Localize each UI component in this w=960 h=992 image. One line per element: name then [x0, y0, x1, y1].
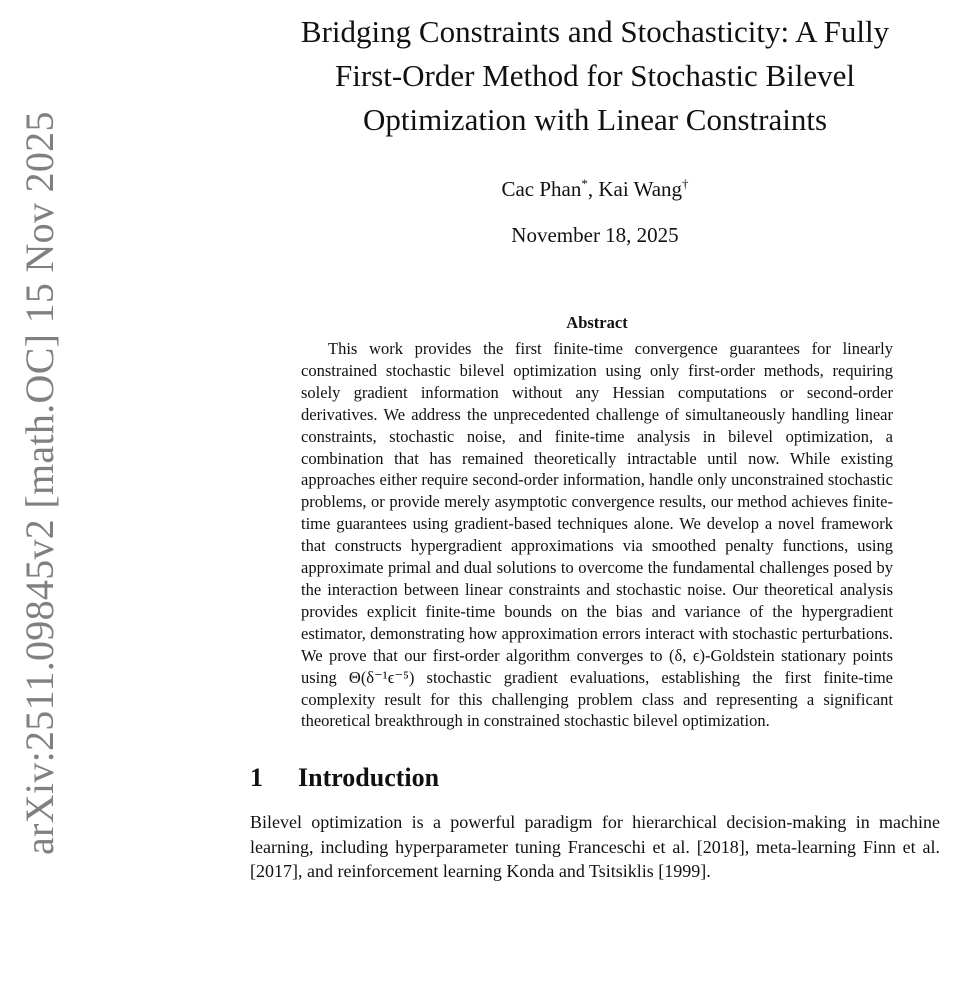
paper-title — [250, 10, 940, 142]
title-line: First-Order Method for Stochastic Bilevel — [334, 58, 855, 93]
paper-page — [250, 0, 940, 902]
author-separator: , — [587, 177, 599, 201]
author-footnote-mark[interactable]: † — [682, 176, 689, 191]
author-name: Kai Wang — [598, 177, 683, 201]
section-title: Introduction — [298, 763, 440, 793]
arxiv-identifier: arXiv:2511.09845v2 [math.OC] 15 Nov 2025 — [17, 111, 62, 855]
title-line: Optimization with Linear Constraints — [362, 102, 828, 137]
section-paragraph: Bilevel optimization is a powerful paradigm for hierarchical decision-making in machine learning, including hyperparameter tuning Franceschi et al. [2018], meta-learning Finn et al. [2017], and reinforcement learning Konda and Tsitsiklis [1999]. — [250, 812, 940, 882]
abstract-block — [301, 312, 893, 732]
section-number: 1 — [250, 763, 263, 793]
section-heading — [250, 762, 940, 794]
author-name: Cac Phan — [501, 177, 582, 201]
author-list — [250, 171, 940, 202]
abstract-heading: Abstract — [566, 313, 628, 332]
title-line: Bridging Constraints and Stochasticity: A Fully — [300, 14, 890, 49]
author-footnote-mark[interactable]: * — [581, 176, 588, 191]
abstract-text: This work provides the first finite-time convergence guarantees for linearly constrained stochastic bilevel optimization using only first-order methods, requiring solely gradient information without any Hessian computations or second-order derivatives. We address the unprecedented challenge of simultaneously handling linear constraints, stochastic noise, and finite-time analysis in bilevel optimization, a combination that has remained theoretically intractable until now. While existing approaches either require second-order information, handle only unconstrained stochastic problems, or provide merely asymptotic convergence results, our method achieves finite-time guarantees using gradient-based techniques alone. We develop a novel framework that constructs hypergradient approximations via smoothed penalty functions, using approximate primal and dual solutions to overcome the fundamental challenges posed by the interaction between linear constraints and stochastic noise. Our theoretical analysis provides explicit finite-time bounds on the bias and variance of the hypergradient estimator, demonstrating how approximation errors interact with stochastic perturbations. We prove that our first-order algorithm converges to (δ, ϵ)-Goldstein stationary points using Θ(δ⁻¹ϵ⁻⁵) stochastic gradient evaluations, establishing the first finite-time complexity result for this challenging problem class and representing a significant theoretical breakthrough in constrained stochastic bilevel optimization. — [301, 339, 893, 731]
publication-date: November 18, 2025 — [511, 223, 679, 247]
